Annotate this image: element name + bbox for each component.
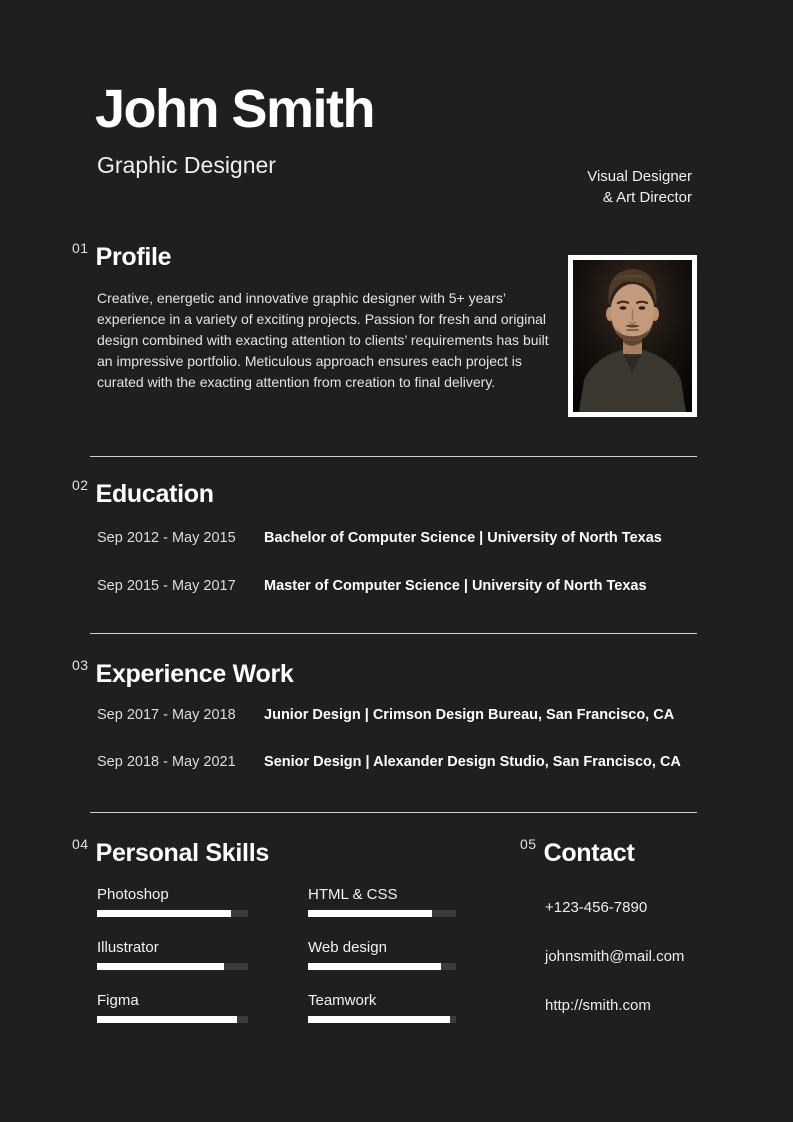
skill-bar-track	[308, 910, 456, 917]
section-title: Education	[95, 480, 214, 508]
section-divider	[90, 456, 697, 457]
skill-item	[308, 939, 456, 970]
skill-label: Figma	[97, 992, 139, 1009]
skill-bar-track	[97, 910, 248, 917]
education-detail: Bachelor of Computer Science | University of North Texas	[264, 530, 662, 546]
section-number: 03	[72, 657, 89, 673]
section-title: Experience Work	[95, 660, 294, 688]
tagline-line-2: & Art Director	[602, 189, 692, 206]
experience-dates: Sep 2018 - May 2021	[97, 754, 236, 770]
skill-item	[97, 992, 248, 1023]
profile-summary: Creative, energetic and innovative graphic designer with 5+ years’ experience in a variety of exciting projects. Passion for fresh and original design combined with exacting attention to clients’ requirements has built an impressive portfolio. Meticulous approach ensures each project is curated with the exacting attention from creation to final delivery.	[97, 290, 549, 390]
skill-label: Teamwork	[308, 992, 377, 1009]
skill-label: Photoshop	[97, 886, 169, 903]
tagline-line-1: Visual Designer	[587, 168, 692, 185]
section-title: Contact	[543, 839, 635, 867]
section-number: 02	[72, 477, 89, 493]
skill-item	[97, 939, 248, 970]
education-row	[97, 577, 647, 596]
education-dates: Sep 2015 - May 2017	[97, 578, 236, 594]
section-title: Profile	[95, 243, 172, 271]
skill-label: Illustrator	[97, 939, 159, 956]
skill-item	[308, 886, 456, 917]
experience-section-heading	[72, 657, 293, 689]
experience-detail: Junior Design | Crimson Design Bureau, San Francisco, CA	[264, 707, 675, 723]
section-divider	[90, 633, 697, 634]
education-section-heading	[72, 477, 214, 509]
skill-bar-track	[97, 963, 248, 970]
contact-section-heading	[520, 836, 635, 868]
job-title: Graphic Designer	[97, 152, 276, 178]
skill-bar-track	[97, 1016, 248, 1023]
profile-photo	[568, 255, 697, 417]
education-dates: Sep 2012 - May 2015	[97, 530, 236, 546]
skill-bar-fill	[97, 963, 224, 970]
experience-dates: Sep 2017 - May 2018	[97, 707, 236, 723]
section-number: 01	[72, 240, 89, 256]
contact-phone: +123-456-7890	[545, 899, 648, 916]
section-divider	[90, 812, 697, 813]
skill-label: Web design	[308, 939, 387, 956]
profile-section-heading	[72, 240, 171, 272]
skill-item	[97, 886, 248, 917]
contact-website: http://smith.com	[545, 997, 651, 1014]
section-title: Personal Skills	[95, 839, 269, 867]
skill-bar-track	[308, 963, 456, 970]
skill-label: HTML & CSS	[308, 886, 398, 903]
experience-row	[97, 706, 674, 725]
skills-grid	[97, 886, 456, 1023]
section-number: 05	[520, 836, 537, 852]
portrait-illustration	[573, 260, 692, 412]
contact-email: johnsmith@mail.com	[545, 948, 685, 965]
education-row	[97, 529, 662, 548]
experience-row	[97, 753, 681, 772]
section-number: 04	[72, 836, 89, 852]
education-detail: Master of Computer Science | University of North Texas	[264, 578, 647, 594]
skill-item	[308, 992, 456, 1023]
skill-bar-fill	[308, 910, 432, 917]
person-name: John Smith	[95, 79, 374, 139]
contact-list	[545, 899, 684, 1046]
skill-bar-fill	[97, 1016, 237, 1023]
skills-section-heading	[72, 836, 269, 868]
skill-bar-track	[308, 1016, 456, 1023]
skill-bar-fill	[308, 1016, 450, 1023]
skill-bar-fill	[308, 963, 441, 970]
experience-detail: Senior Design | Alexander Design Studio, San Francisco, CA	[264, 754, 681, 770]
tagline	[587, 166, 692, 208]
skill-bar-fill	[97, 910, 231, 917]
